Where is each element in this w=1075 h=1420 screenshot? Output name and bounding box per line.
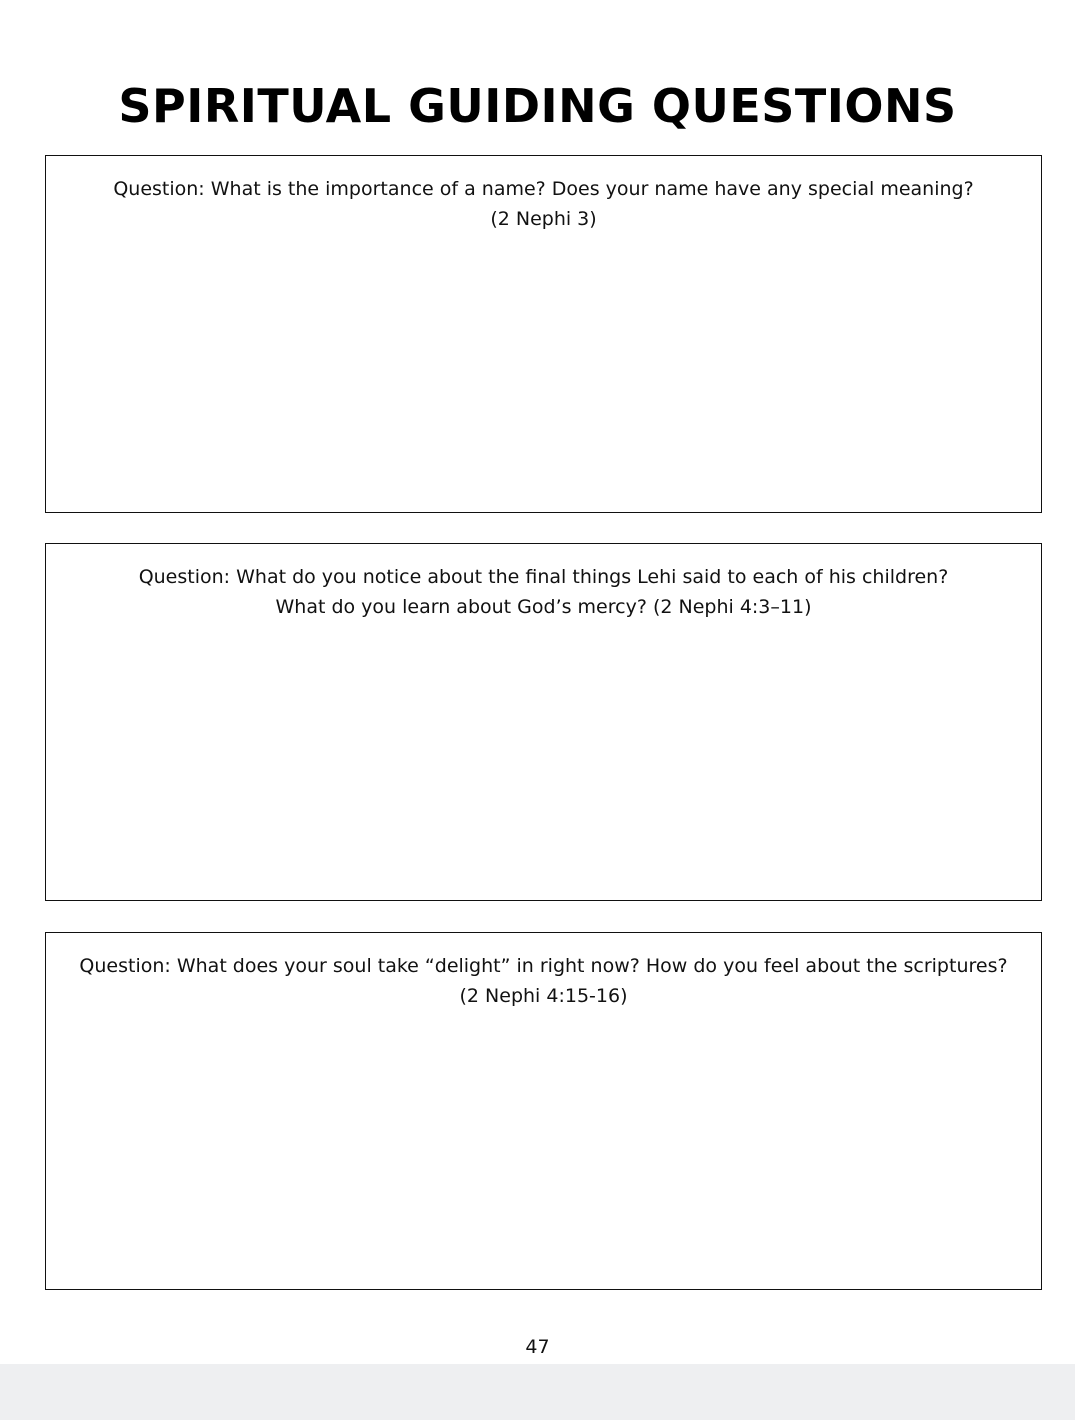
- question-reference: (2 Nephi 4:15-16): [459, 985, 628, 1007]
- question-box-1[interactable]: [45, 155, 1042, 513]
- question-line: Question: What do you notice about the final things Lehi said to each of his children?: [138, 566, 949, 588]
- viewer-bottom-bar: [0, 1364, 1075, 1420]
- question-reference: (2 Nephi 3): [490, 208, 597, 230]
- question-box-3[interactable]: [45, 932, 1042, 1290]
- page-number: 47: [525, 1336, 550, 1358]
- page-title: SPIRITUAL GUIDING QUESTIONS: [118, 79, 957, 133]
- question-box-2[interactable]: [45, 543, 1042, 901]
- question-line: Question: What is the importance of a name? Does your name have any special meaning?: [113, 178, 974, 200]
- question-reference: What do you learn about God’s mercy? (2 Nephi 4:3–11): [275, 596, 812, 618]
- question-text: [76, 174, 1011, 234]
- question-line: Question: What does your soul take “delight” in right now? How do you feel about the scriptures?: [79, 955, 1008, 977]
- question-text: [76, 951, 1011, 1011]
- question-text: [76, 562, 1011, 622]
